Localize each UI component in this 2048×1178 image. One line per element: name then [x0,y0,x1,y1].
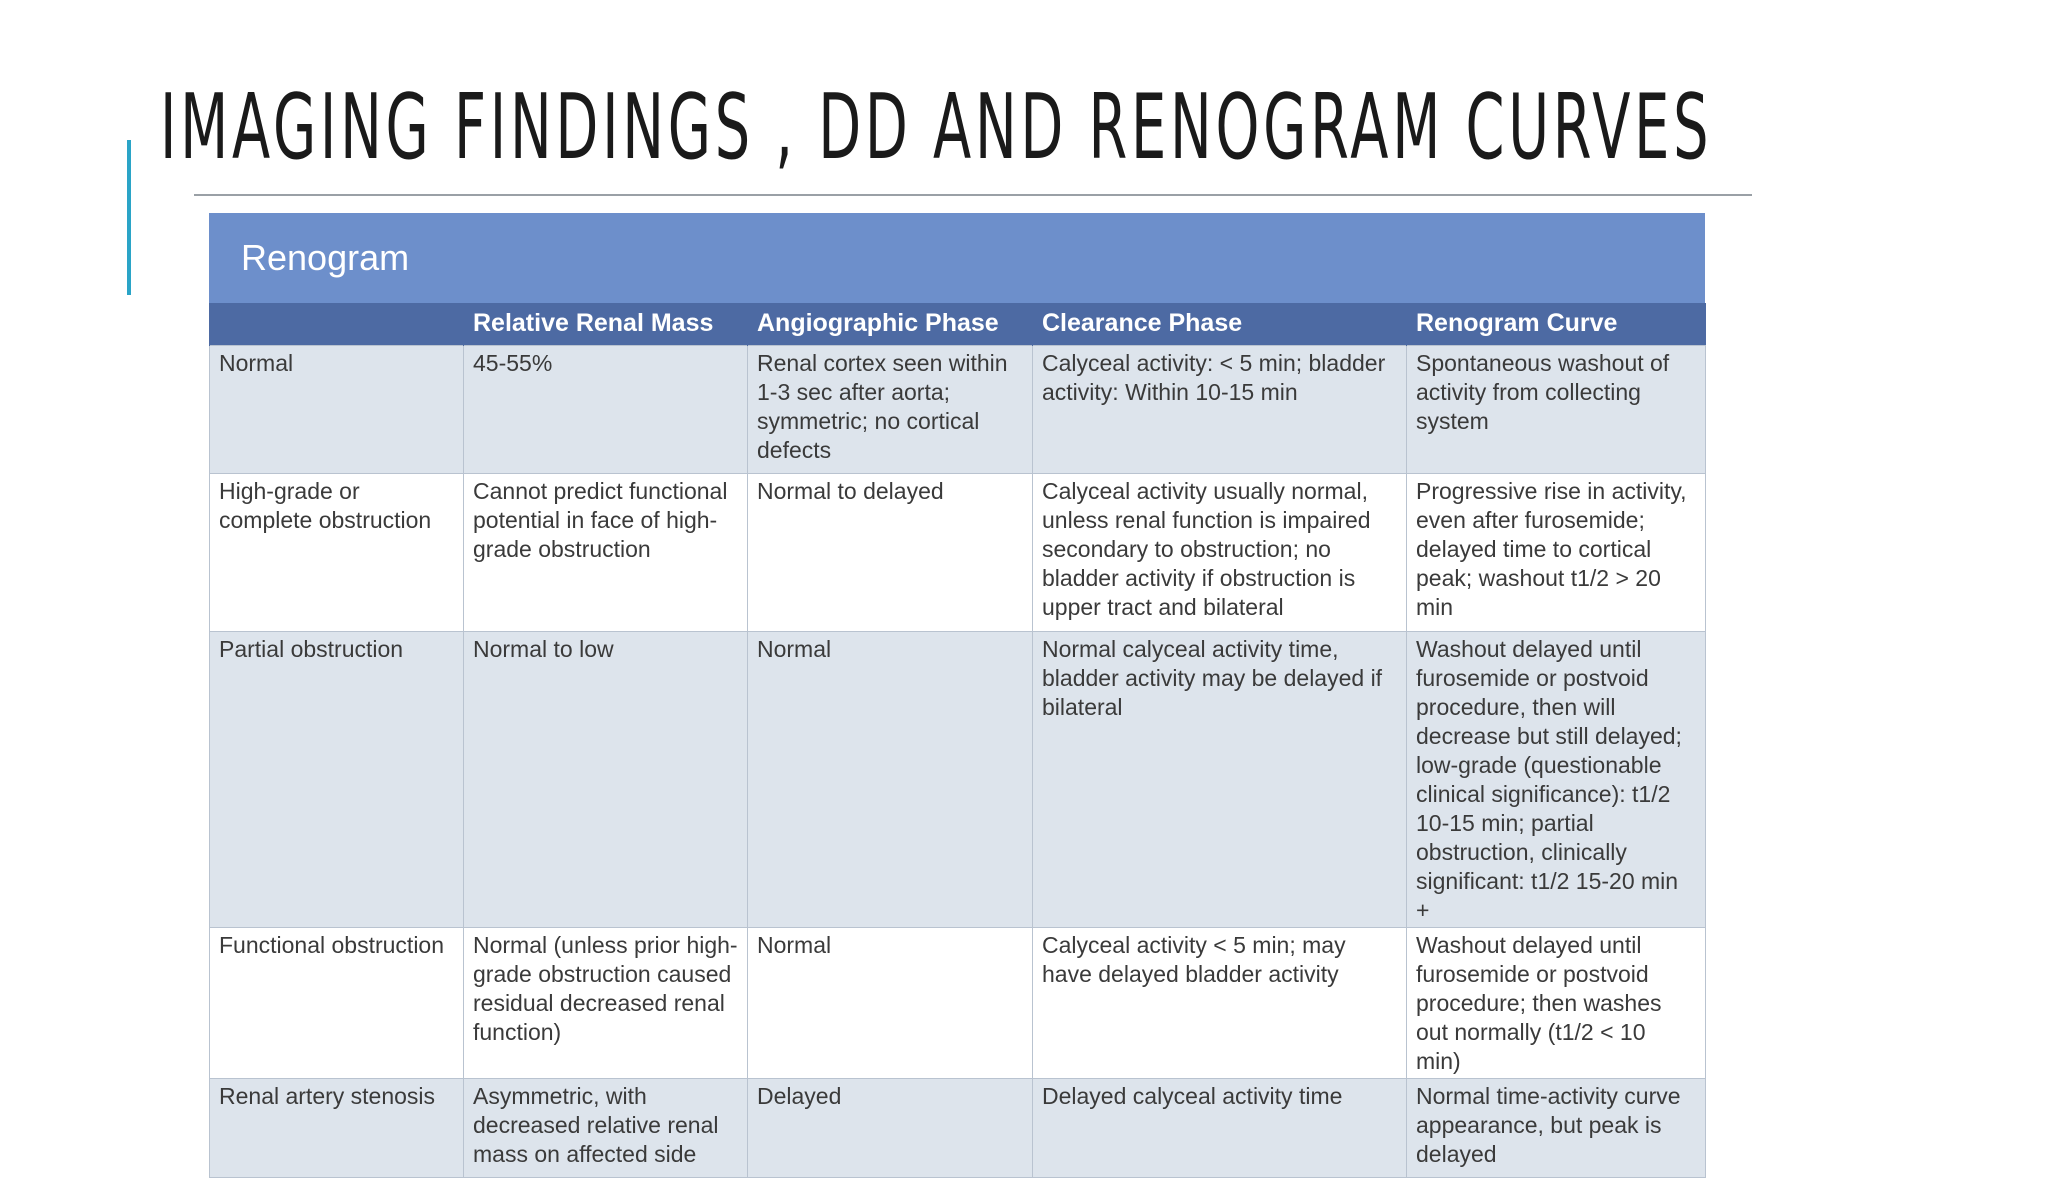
accent-bar [127,140,131,295]
cell-condition: Normal [210,345,464,473]
cell-clearance-phase: Normal calyceal activity time, bladder activity may be delayed if bilateral [1033,631,1407,927]
header-renogram-curve: Renogram Curve [1407,303,1706,345]
table-caption: Renogram [209,213,1705,303]
cell-clearance-phase: Calyceal activity: < 5 min; bladder activity: Within 10-15 min [1033,345,1407,473]
table-header-row [210,303,1706,345]
renogram-table-container [209,213,1705,1178]
table-row [210,473,1706,631]
header-condition [210,303,464,345]
header-angiographic-phase: Angiographic Phase [748,303,1033,345]
cell-clearance-phase: Calyceal activity < 5 min; may have delayed bladder activity [1033,927,1407,1078]
cell-renogram-curve: Normal time-activity curve appearance, but peak is delayed [1407,1078,1706,1177]
header-relative-renal-mass: Relative Renal Mass [464,303,748,345]
slide-title: IMAGING FINDINGS , DD AND RENOGRAM CURVES [160,75,1713,180]
cell-renogram-curve: Progressive rise in activity, even after furosemide; delayed time to cortical peak; washout t1/2 > 20 min [1407,473,1706,631]
cell-renogram-curve: Washout delayed until furosemide or postvoid procedure, then will decrease but still delayed; low-grade (questionable clinical significance): t1/2 10-15 min; partial obstruction, clinically significant: t1/2 15-20 min + [1407,631,1706,927]
cell-clearance-phase: Delayed calyceal activity time [1033,1078,1407,1177]
cell-condition: Renal artery stenosis [210,1078,464,1177]
header-clearance-phase: Clearance Phase [1033,303,1407,345]
cell-renogram-curve: Washout delayed until furosemide or postvoid procedure; then washes out normally (t1/2 < 10 min) [1407,927,1706,1078]
table-row [210,631,1706,927]
cell-condition: Partial obstruction [210,631,464,927]
cell-clearance-phase: Calyceal activity usually normal, unless renal function is impaired secondary to obstruction; no bladder activity if obstruction is upper tract and bilateral [1033,473,1407,631]
cell-relative-renal-mass: 45-55% [464,345,748,473]
table-row [210,1078,1706,1177]
cell-angiographic-phase: Normal [748,631,1033,927]
title-divider [194,194,1752,196]
cell-angiographic-phase: Normal [748,927,1033,1078]
cell-condition: Functional obstruction [210,927,464,1078]
renogram-table [209,303,1706,1178]
cell-relative-renal-mass: Normal to low [464,631,748,927]
table-row [210,927,1706,1078]
cell-condition: High-grade or complete obstruction [210,473,464,631]
cell-relative-renal-mass: Asymmetric, with decreased relative renal mass on affected side [464,1078,748,1177]
cell-angiographic-phase: Delayed [748,1078,1033,1177]
cell-renogram-curve: Spontaneous washout of activity from collecting system [1407,345,1706,473]
cell-relative-renal-mass: Normal (unless prior high-grade obstruction caused residual decreased renal function) [464,927,748,1078]
cell-angiographic-phase: Renal cortex seen within 1-3 sec after aorta; symmetric; no cortical defects [748,345,1033,473]
cell-angiographic-phase: Normal to delayed [748,473,1033,631]
cell-relative-renal-mass: Cannot predict functional potential in face of high-grade obstruction [464,473,748,631]
table-row [210,345,1706,473]
